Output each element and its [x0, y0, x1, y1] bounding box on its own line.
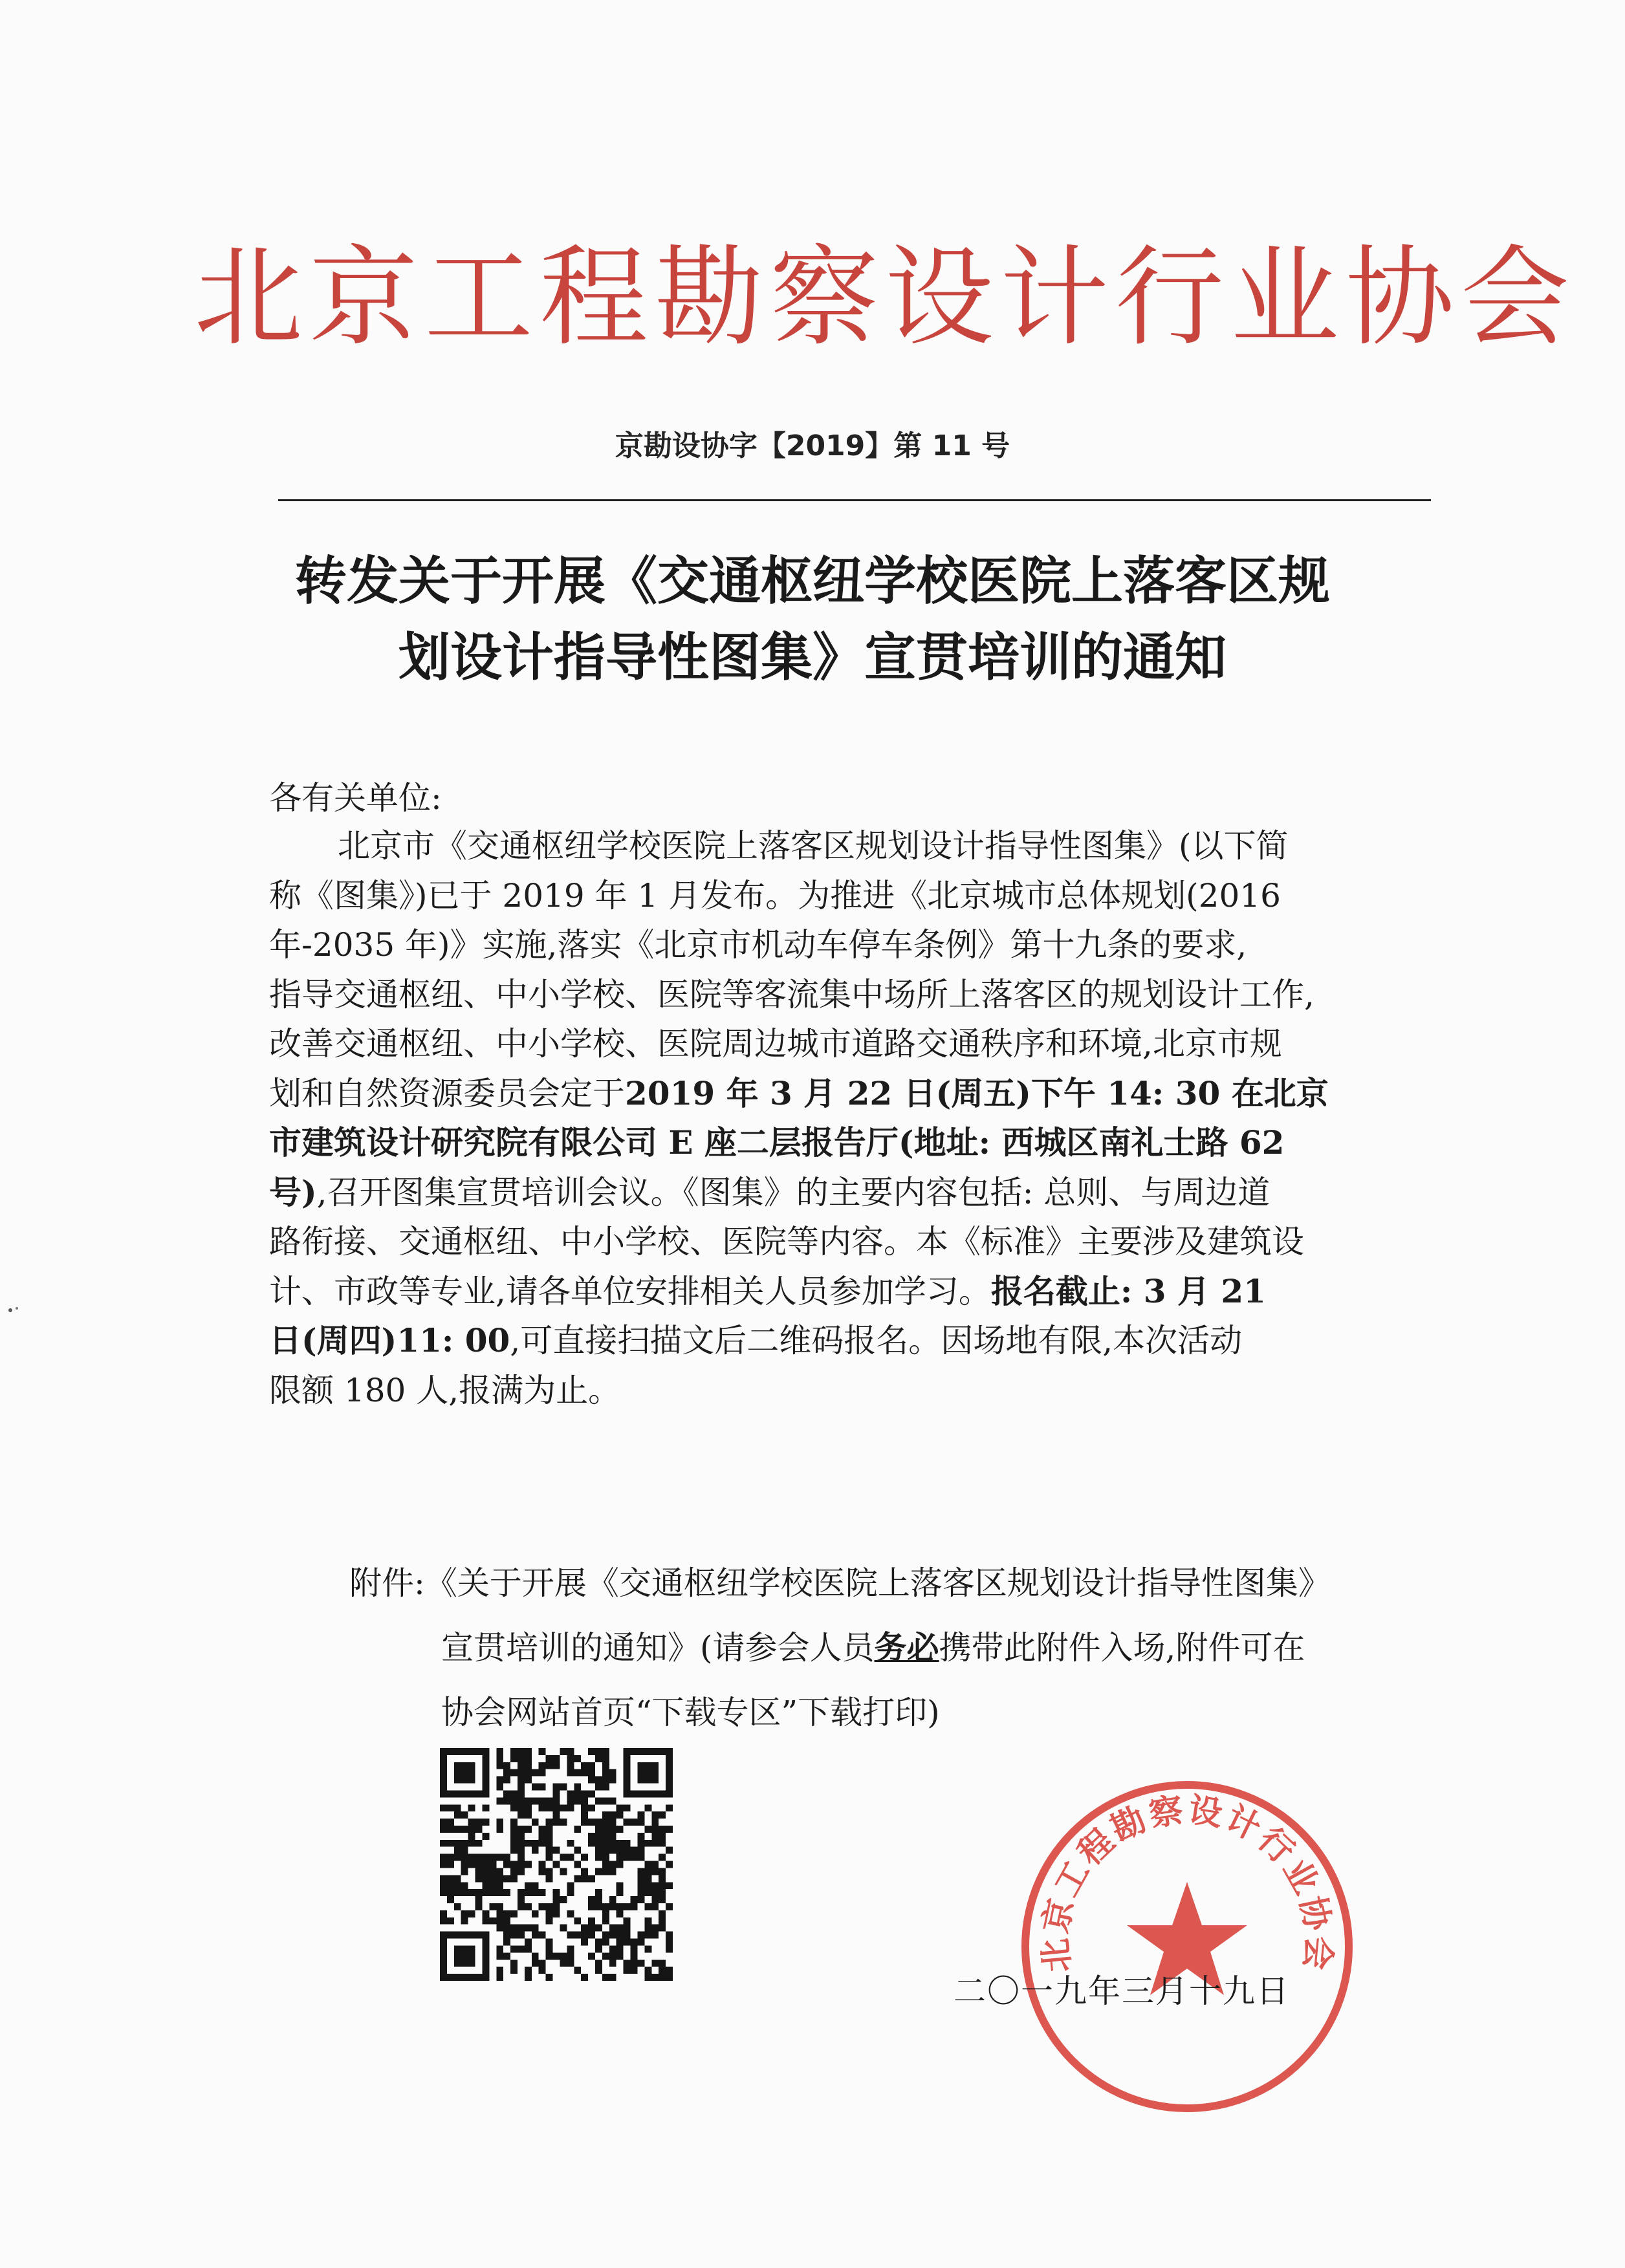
salutation: 各有关单位:: [269, 779, 442, 817]
seal-text: 北京工程勘察设计行业协会: [1035, 1789, 1339, 1974]
scan-speck: [8, 1306, 22, 1314]
body-line-6: [269, 1069, 1441, 1119]
body-line-8-text: ,召开图集宣贯培训会议。《图集》的主要内容包括: 总则、与周边道: [316, 1173, 1271, 1211]
document-number: 京勘设协字【2019】第 11 号: [615, 429, 1010, 462]
body-line-11-text: ,可直接扫描文后二维码报名。因场地有限,本次活动: [510, 1322, 1243, 1359]
body-line-12: 限额 180 人,报满为止。: [269, 1371, 621, 1409]
body-line-11: [269, 1316, 1441, 1366]
body-line-3: 年-2035 年)》实施,落实《北京市机动车停车条例》第十九条的要求,: [269, 926, 1247, 964]
body-line-6-text: 划和自然资源委员会定于: [269, 1074, 625, 1112]
attachment-note: [349, 1551, 1331, 1745]
meeting-venue-end: 号): [269, 1172, 317, 1211]
registration-deadline-time: 日(周四)11: 00: [269, 1321, 510, 1359]
issue-date: 二〇一九年三月十九日: [954, 1972, 1290, 2010]
attachment-line-1: 附件:《关于开展《交通枢纽学校医院上落客区规划设计指导性图集》: [349, 1564, 1331, 1602]
body-line-4: 指导交通枢纽、中小学校、医院等客流集中场所上落客区的规划设计工作,: [269, 975, 1314, 1013]
body-line-1: 北京市《交通枢纽学校医院上落客区规划设计指导性图集》(以下简: [338, 827, 1289, 865]
attachment-line-2a: 宣贯培训的通知》(请参会人员: [441, 1629, 875, 1667]
attachment-line-3: 协会网站首页“下载专区”下载打印): [441, 1694, 940, 1731]
body-line-5: 改善交通枢纽、中小学校、医院周边城市道路交通秩序和环境,北京市规: [269, 1025, 1282, 1063]
body-line-10-text: 计、市政等专业,请各单位安排相关人员参加学习。: [269, 1272, 991, 1310]
registration-deadline: 报名截止: 3 月 21: [990, 1271, 1266, 1310]
notice-heading: [194, 543, 1431, 696]
attachment-line-2c: 携带此附件入场,附件可在: [939, 1629, 1305, 1667]
registration-qr-code[interactable]: [440, 1748, 673, 1981]
must-bring-emphasis: 务必: [874, 1628, 939, 1667]
notice-body: [269, 821, 1441, 1415]
body-line-8: [269, 1168, 1441, 1218]
notice-heading-line-2: 划设计指导性图集》宣贯培训的通知: [398, 627, 1227, 687]
body-line-10: [269, 1267, 1441, 1317]
organization-title: 北京工程勘察设计行业协会: [194, 234, 1576, 361]
official-seal: [1016, 1775, 1358, 2118]
body-line-2: 称《图集》)已于 2019 年 1 月发布。为推进《北京城市总体规划(2016: [269, 876, 1281, 914]
meeting-venue: 市建筑设计研究院有限公司 E 座二层报告厅(地址: 西城区南礼士路 62: [269, 1123, 1285, 1161]
notice-heading-line-1: 转发关于开展《交通枢纽学校医院上落客区规: [295, 551, 1330, 611]
attachment-line-2: [349, 1615, 1331, 1680]
body-line-9: 路衔接、交通枢纽、中小学校、医院等内容。本《标准》主要涉及建筑设: [269, 1223, 1304, 1260]
header-divider: [278, 499, 1431, 501]
meeting-time: 2019 年 3 月 22 日(周五)下午 14: 30 在北京: [625, 1074, 1329, 1112]
